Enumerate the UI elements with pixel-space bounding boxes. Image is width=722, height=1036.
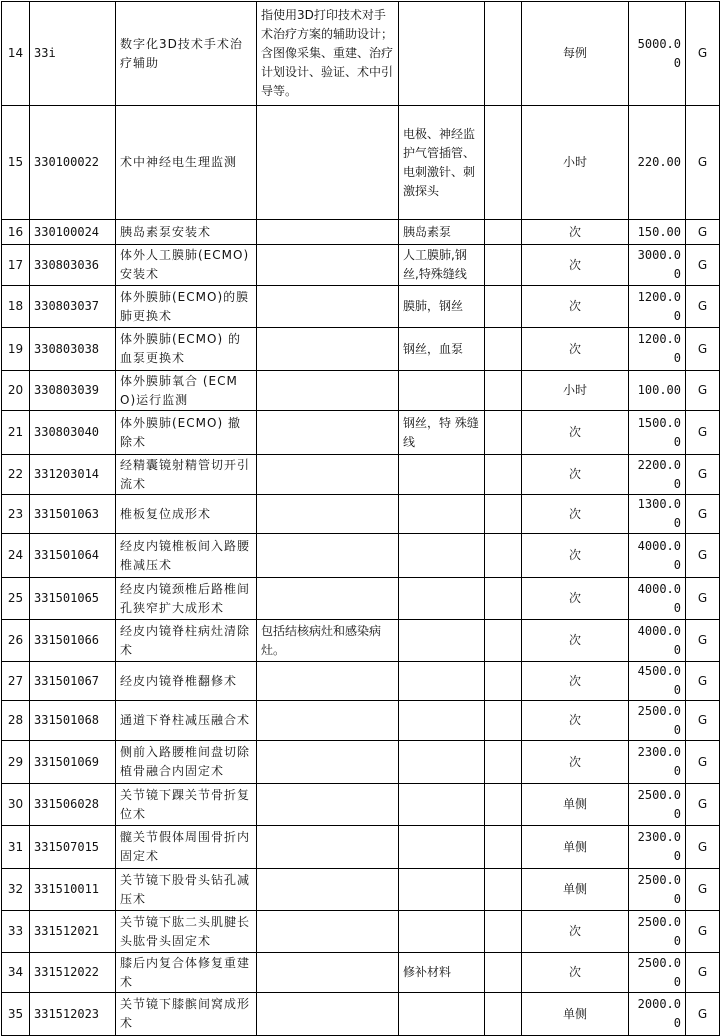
table-row	[2, 701, 720, 741]
level-cell: G	[686, 620, 720, 662]
row-number-cell: 26	[2, 620, 30, 662]
item-code-cell: 331501066	[30, 620, 116, 662]
price-cell: 2500.00	[629, 869, 686, 911]
table-row	[2, 455, 720, 495]
price-cell: 1200.00	[629, 286, 686, 328]
item-code-cell: 331501069	[30, 741, 116, 784]
exclusion-cell	[399, 869, 485, 911]
row-number-cell: 20	[2, 371, 30, 411]
item-code-cell: 331501067	[30, 662, 116, 701]
item-content-cell	[257, 534, 399, 578]
row-number-cell: 31	[2, 826, 30, 869]
empty-cell	[485, 701, 522, 741]
empty-cell	[485, 534, 522, 578]
unit-cell: 次	[522, 534, 629, 578]
empty-cell	[485, 826, 522, 869]
item-content-cell: 包括结核病灶和感染病灶。	[257, 620, 399, 662]
unit-cell: 次	[522, 286, 629, 328]
row-number-cell: 34	[2, 953, 30, 993]
row-number-cell: 35	[2, 993, 30, 1036]
exclusion-cell: 钢丝，血泵	[399, 328, 485, 371]
item-content-cell	[257, 784, 399, 826]
item-name-cell: 髋关节假体周围骨折内固定术	[116, 826, 257, 869]
item-name-cell: 数字化3D技术手术治疗辅助	[116, 2, 257, 106]
item-code-cell: 331510011	[30, 869, 116, 911]
item-name-cell: 经皮内镜脊椎翻修术	[116, 662, 257, 701]
table-row	[2, 495, 720, 534]
table-row	[2, 106, 720, 220]
table-row	[2, 826, 720, 869]
empty-cell	[485, 741, 522, 784]
unit-cell: 每例	[522, 2, 629, 106]
empty-cell	[485, 784, 522, 826]
empty-cell	[485, 455, 522, 495]
level-cell: G	[686, 826, 720, 869]
table-row	[2, 869, 720, 911]
unit-cell: 次	[522, 411, 629, 455]
item-code-cell: 331203014	[30, 455, 116, 495]
item-name-cell: 关节镜下股骨头钻孔减压术	[116, 869, 257, 911]
item-content-cell	[257, 411, 399, 455]
unit-cell: 小时	[522, 106, 629, 220]
level-cell: G	[686, 2, 720, 106]
level-cell: G	[686, 455, 720, 495]
price-cell: 4000.00	[629, 534, 686, 578]
exclusion-cell	[399, 701, 485, 741]
row-number-cell: 27	[2, 662, 30, 701]
item-content-cell	[257, 911, 399, 953]
empty-cell	[485, 328, 522, 371]
price-cell: 2500.00	[629, 701, 686, 741]
level-cell: G	[686, 411, 720, 455]
empty-cell	[485, 620, 522, 662]
exclusion-cell: 电极、神经监护气管插管、电刺激针、刺激探头	[399, 106, 485, 220]
level-cell: G	[686, 701, 720, 741]
item-code-cell: 331501064	[30, 534, 116, 578]
table-row	[2, 993, 720, 1036]
item-name-cell: 经皮内镜颈椎后路椎间孔狭窄扩大成形术	[116, 578, 257, 620]
unit-cell: 次	[522, 328, 629, 371]
exclusion-cell	[399, 2, 485, 106]
item-name-cell: 关节镜下膝髌间窝成形术	[116, 993, 257, 1036]
row-number-cell: 21	[2, 411, 30, 455]
item-content-cell	[257, 578, 399, 620]
item-name-cell: 关节镜下踝关节骨折复位术	[116, 784, 257, 826]
table-row	[2, 245, 720, 286]
empty-cell	[485, 371, 522, 411]
exclusion-cell: 人工膜肺,钢丝,特殊缝线	[399, 245, 485, 286]
row-number-cell: 22	[2, 455, 30, 495]
level-cell: G	[686, 911, 720, 953]
row-number-cell: 24	[2, 534, 30, 578]
table-body	[2, 2, 720, 1036]
exclusion-cell	[399, 455, 485, 495]
table-row	[2, 741, 720, 784]
price-cell: 2000.00	[629, 993, 686, 1036]
table-row	[2, 286, 720, 328]
row-number-cell: 18	[2, 286, 30, 328]
item-name-cell: 经皮内镜脊柱病灶清除术	[116, 620, 257, 662]
item-content-cell	[257, 106, 399, 220]
table-row	[2, 534, 720, 578]
item-code-cell: 331501068	[30, 701, 116, 741]
item-name-cell: 椎板复位成形术	[116, 495, 257, 534]
item-code-cell: 330100024	[30, 220, 116, 245]
row-number-cell: 28	[2, 701, 30, 741]
level-cell: G	[686, 662, 720, 701]
level-cell: G	[686, 245, 720, 286]
table-row	[2, 620, 720, 662]
exclusion-cell	[399, 784, 485, 826]
item-content-cell	[257, 953, 399, 993]
exclusion-cell	[399, 495, 485, 534]
price-cell: 2500.00	[629, 784, 686, 826]
exclusion-cell	[399, 662, 485, 701]
item-content-cell	[257, 455, 399, 495]
row-number-cell: 19	[2, 328, 30, 371]
price-cell: 2500.00	[629, 953, 686, 993]
item-content-cell	[257, 869, 399, 911]
empty-cell	[485, 411, 522, 455]
item-content-cell	[257, 701, 399, 741]
unit-cell: 次	[522, 455, 629, 495]
table-row	[2, 328, 720, 371]
item-content-cell	[257, 371, 399, 411]
empty-cell	[485, 578, 522, 620]
level-cell: G	[686, 371, 720, 411]
item-name-cell: 术中神经电生理监测	[116, 106, 257, 220]
exclusion-cell	[399, 993, 485, 1036]
row-number-cell: 30	[2, 784, 30, 826]
empty-cell	[485, 495, 522, 534]
empty-cell	[485, 953, 522, 993]
level-cell: G	[686, 784, 720, 826]
table-row	[2, 578, 720, 620]
table-row	[2, 911, 720, 953]
price-cell: 4000.00	[629, 620, 686, 662]
item-code-cell: 330803039	[30, 371, 116, 411]
empty-cell	[485, 993, 522, 1036]
level-cell: G	[686, 286, 720, 328]
level-cell: G	[686, 534, 720, 578]
item-code-cell: 330100022	[30, 106, 116, 220]
item-content-cell	[257, 220, 399, 245]
unit-cell: 次	[522, 741, 629, 784]
item-name-cell: 体外膜肺氧合 (ECMO)运行监测	[116, 371, 257, 411]
level-cell: G	[686, 578, 720, 620]
exclusion-cell	[399, 826, 485, 869]
price-cell: 5000.00	[629, 2, 686, 106]
unit-cell: 次	[522, 701, 629, 741]
empty-cell	[485, 2, 522, 106]
item-content-cell	[257, 741, 399, 784]
exclusion-cell: 膜肺，钢丝	[399, 286, 485, 328]
item-code-cell: 331512021	[30, 911, 116, 953]
unit-cell: 次	[522, 495, 629, 534]
row-number-cell: 17	[2, 245, 30, 286]
price-cell: 4500.00	[629, 662, 686, 701]
unit-cell: 次	[522, 620, 629, 662]
item-code-cell: 330803040	[30, 411, 116, 455]
table-row	[2, 220, 720, 245]
item-code-cell: 331512022	[30, 953, 116, 993]
item-code-cell: 33i	[30, 2, 116, 106]
item-name-cell: 体外人工膜肺(ECMO)安装术	[116, 245, 257, 286]
item-name-cell: 经皮内镜椎板间入路腰椎减压术	[116, 534, 257, 578]
unit-cell: 单侧	[522, 869, 629, 911]
item-name-cell: 膝后内复合体修复重建术	[116, 953, 257, 993]
exclusion-cell: 修补材料	[399, 953, 485, 993]
row-number-cell: 29	[2, 741, 30, 784]
item-content-cell	[257, 495, 399, 534]
unit-cell: 次	[522, 578, 629, 620]
price-cell: 2500.00	[629, 911, 686, 953]
price-cell: 1200.00	[629, 328, 686, 371]
level-cell: G	[686, 106, 720, 220]
price-cell: 2300.00	[629, 741, 686, 784]
price-cell: 4000.00	[629, 578, 686, 620]
row-number-cell: 23	[2, 495, 30, 534]
price-table	[1, 1, 720, 1036]
item-name-cell: 体外膜肺(ECMO)的膜肺更换术	[116, 286, 257, 328]
item-code-cell: 330803037	[30, 286, 116, 328]
level-cell: G	[686, 953, 720, 993]
level-cell: G	[686, 993, 720, 1036]
item-code-cell: 330803038	[30, 328, 116, 371]
item-name-cell: 通道下脊柱减压融合术	[116, 701, 257, 741]
exclusion-cell	[399, 578, 485, 620]
item-name-cell: 关节镜下肱二头肌腱长头肱骨头固定术	[116, 911, 257, 953]
item-code-cell: 331507015	[30, 826, 116, 869]
price-cell: 2200.00	[629, 455, 686, 495]
exclusion-cell: 胰岛素泵	[399, 220, 485, 245]
exclusion-cell	[399, 911, 485, 953]
item-name-cell: 经精囊镜射精管切开引流术	[116, 455, 257, 495]
exclusion-cell	[399, 741, 485, 784]
item-name-cell: 胰岛素泵安装术	[116, 220, 257, 245]
item-content-cell	[257, 826, 399, 869]
exclusion-cell	[399, 534, 485, 578]
item-code-cell: 331512023	[30, 993, 116, 1036]
item-content-cell	[257, 286, 399, 328]
unit-cell: 单侧	[522, 993, 629, 1036]
table-row	[2, 662, 720, 701]
level-cell: G	[686, 741, 720, 784]
table-row	[2, 371, 720, 411]
empty-cell	[485, 869, 522, 911]
unit-cell: 次	[522, 953, 629, 993]
unit-cell: 次	[522, 662, 629, 701]
exclusion-cell	[399, 371, 485, 411]
unit-cell: 单侧	[522, 826, 629, 869]
item-name-cell: 侧前入路腰椎间盘切除植骨融合内固定术	[116, 741, 257, 784]
empty-cell	[485, 245, 522, 286]
table-row	[2, 953, 720, 993]
price-cell: 2300.00	[629, 826, 686, 869]
item-content-cell	[257, 662, 399, 701]
level-cell: G	[686, 328, 720, 371]
price-cell: 220.00	[629, 106, 686, 220]
row-number-cell: 32	[2, 869, 30, 911]
item-name-cell: 体外膜肺(ECMO) 的血泵更换术	[116, 328, 257, 371]
row-number-cell: 25	[2, 578, 30, 620]
unit-cell: 次	[522, 220, 629, 245]
row-number-cell: 16	[2, 220, 30, 245]
exclusion-cell: 钢丝，特 殊缝线	[399, 411, 485, 455]
price-cell: 150.00	[629, 220, 686, 245]
item-content-cell	[257, 328, 399, 371]
price-cell: 1500.00	[629, 411, 686, 455]
price-cell: 100.00	[629, 371, 686, 411]
level-cell: G	[686, 220, 720, 245]
item-code-cell: 331501063	[30, 495, 116, 534]
unit-cell: 次	[522, 911, 629, 953]
empty-cell	[485, 106, 522, 220]
price-cell: 3000.00	[629, 245, 686, 286]
unit-cell: 次	[522, 245, 629, 286]
level-cell: G	[686, 869, 720, 911]
empty-cell	[485, 286, 522, 328]
unit-cell: 单侧	[522, 784, 629, 826]
table-row	[2, 784, 720, 826]
item-name-cell: 体外膜肺(ECMO) 撤除术	[116, 411, 257, 455]
item-content-cell: 指使用3D打印技术对手术治疗方案的辅助设计；含图像采集、重建、治疗计划设计、验证、术中引导等。	[257, 2, 399, 106]
row-number-cell: 33	[2, 911, 30, 953]
price-cell: 1300.00	[629, 495, 686, 534]
item-content-cell	[257, 245, 399, 286]
table-row	[2, 411, 720, 455]
empty-cell	[485, 220, 522, 245]
exclusion-cell	[399, 620, 485, 662]
row-number-cell: 14	[2, 2, 30, 106]
item-content-cell	[257, 993, 399, 1036]
level-cell: G	[686, 495, 720, 534]
item-code-cell: 331501065	[30, 578, 116, 620]
empty-cell	[485, 911, 522, 953]
unit-cell: 小时	[522, 371, 629, 411]
item-code-cell: 330803036	[30, 245, 116, 286]
table-row	[2, 2, 720, 106]
item-code-cell: 331506028	[30, 784, 116, 826]
empty-cell	[485, 662, 522, 701]
row-number-cell: 15	[2, 106, 30, 220]
